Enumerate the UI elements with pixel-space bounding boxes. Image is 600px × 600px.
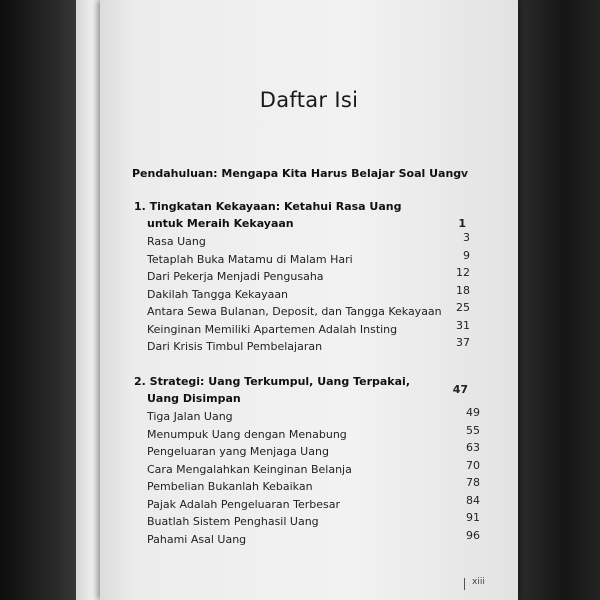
toc-entry-page: 31	[456, 318, 470, 332]
toc-entry-label: Keinginan Memiliki Apartemen Adalah Insting	[147, 322, 398, 336]
chapter2-heading-line1: 2. Strategi: Uang Terkumpul, Uang Terpakai,	[134, 375, 410, 388]
chapter2-heading-line2: Uang Disimpan	[147, 392, 241, 405]
background-left	[0, 0, 80, 600]
footer-page-number: xiii	[472, 577, 485, 587]
toc-entry-page: 37	[456, 336, 470, 349]
toc-entry-page: 55	[466, 423, 480, 437]
footer-divider	[464, 578, 465, 590]
toc-entry-label: Dakilah Tangga Kekayaan	[147, 287, 289, 301]
chapter1-heading-line1: 1. Tingkatan Kekayaan: Ketahui Rasa Uang	[134, 200, 402, 213]
toc-entry-page: 3	[463, 231, 470, 244]
toc-entry-page: 12	[456, 266, 470, 279]
toc-entry-label: Pengeluaran yang Menjaga Uang	[147, 445, 329, 458]
toc-intro-page: v	[460, 167, 468, 180]
chapter2-page: 47	[452, 383, 468, 396]
toc-entry-label: Dari Krisis Timbul Pembelajaran	[147, 340, 323, 353]
toc-entry-label: Dari Pekerja Menjadi Pengusaha	[147, 270, 324, 283]
toc-entry-page: 78	[466, 476, 480, 489]
chapter1-heading-line2: untuk Meraih Kekayaan	[147, 217, 294, 230]
toc-entry-page: 91	[466, 511, 480, 524]
toc-entry-page: 96	[466, 528, 480, 542]
toc-entry-label: Pajak Adalah Pengeluaran Terbesar	[147, 497, 340, 511]
toc-entry-label: Menumpuk Uang dengan Menabung	[147, 427, 347, 441]
page-title: Daftar Isi	[259, 88, 359, 113]
background-right	[512, 0, 600, 600]
toc-entry-page: 70	[466, 458, 480, 472]
toc-entry-label: Pahami Asal Uang	[147, 532, 247, 546]
toc-entry-label: Tetaplah Buka Matamu di Malam Hari	[147, 252, 353, 266]
toc-entry-label: Pembelian Bukanlah Kebaikan	[147, 480, 313, 493]
toc-entry-label: Tiga Jalan Uang	[147, 410, 233, 423]
toc-entry-page: 49	[466, 406, 480, 419]
toc-entry-page: 63	[466, 441, 480, 454]
toc-entry-label: Rasa Uang	[147, 235, 206, 248]
toc-entry-page: 18	[456, 283, 470, 297]
toc-entry-label: Buatlah Sistem Penghasil Uang	[147, 515, 319, 528]
toc-intro-label: Pendahuluan: Mengapa Kita Harus Belajar Soal Uang	[132, 167, 462, 180]
toc-entry-page: 25	[456, 301, 470, 314]
toc-entry-page: 84	[466, 493, 480, 507]
book-page	[100, 0, 518, 600]
toc-entry-label: Cara Mengalahkan Keinginan Belanja	[147, 462, 352, 476]
toc-entry-page: 9	[463, 248, 470, 262]
chapter1-page: 1	[458, 217, 466, 230]
toc-entry-label: Antara Sewa Bulanan, Deposit, dan Tangga Kekayaan	[147, 305, 442, 318]
